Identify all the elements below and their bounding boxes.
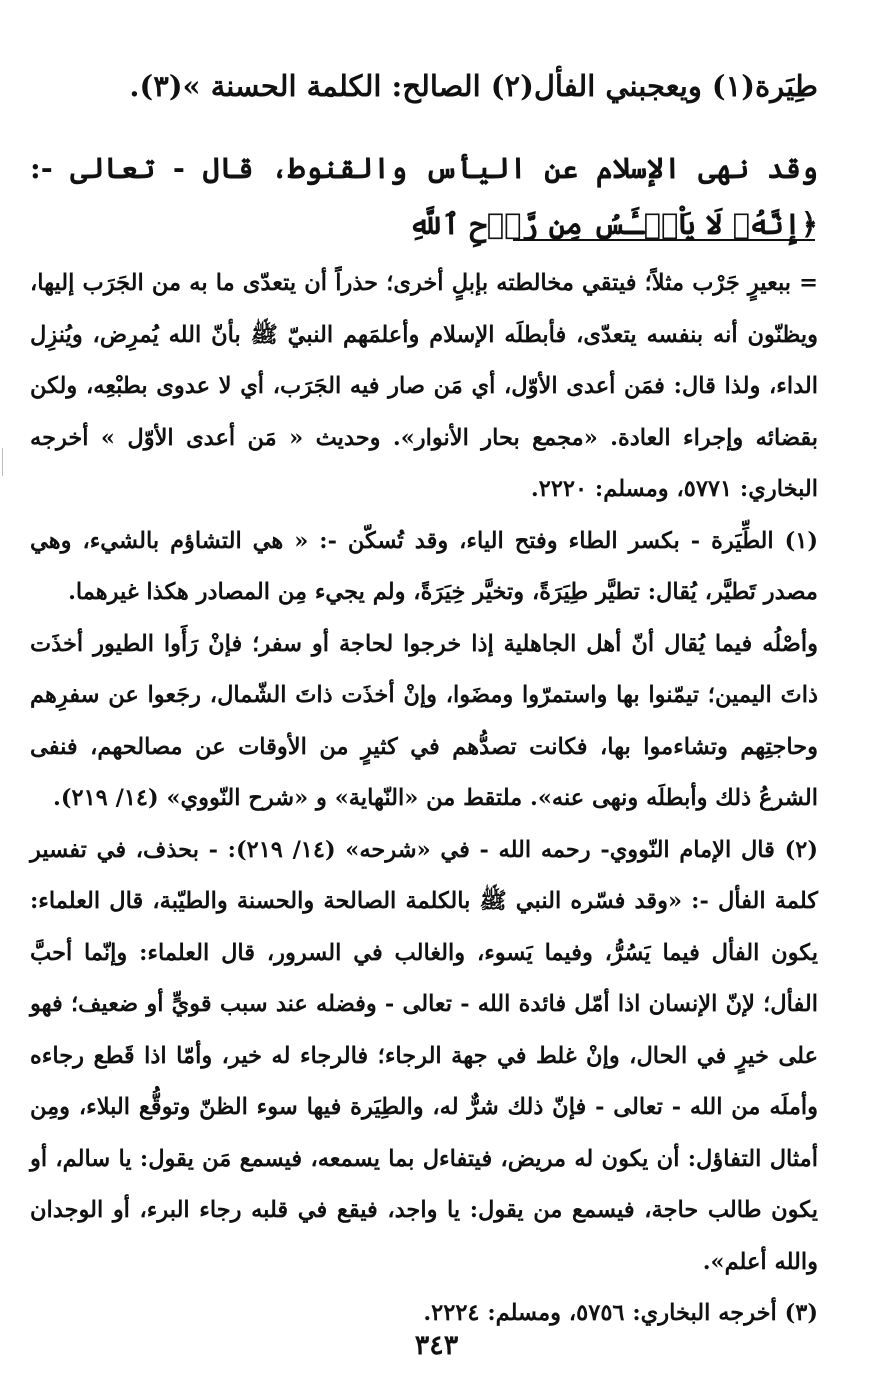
footnote-1-continued: وأصْلُه فيما يُقال أنّ أهل الجاهلية إذا خرجوا لحاجة أو سفر؛ فإنْ رَأَوا الطيور أخذَت ذاتَ اليمين؛ تيمّنوا بها واستمرّوا ومضَوا، وإنْ أخذَت ذاتَ الشّمال، رجَعوا عن سفرِهم وحاجتِهم وتشاءموا بها، فكانت تصدُّهم في كثيرٍ من الأوقات عن مصالحهم، فنفى الشرعُ ذلك وأبطلَه ونهى عنه». ملتقط من «النّهاية» و «شرح النّووي» (١٤/ ٢١٩). (30, 630, 818, 811)
footnote-separator (513, 239, 815, 241)
main-paragraph-2: وقد نهى الإسلام عن اليأس والقنوط، قال - تعالى -: ﴿إِنَّهُۥ لَا يَاْيۡـَٔسُ مِن رَّوۡحِ ٱللَّهِ (30, 151, 818, 241)
footnote-2: (٢) قال الإمام النّووي- رحمه الله - في «شرحه» (١٤/ ٢١٩): - بحذف، في تفسير كلمة الفأل -: «وقد فسّره النبي ﷺ بالكلمة الصالحة والحسنة والطيّبة، قال العلماء: يكون الفأل فيما يَسُرُّ، وفيما يَسوء، والغالب في السرور، قال العلماء: وإنّما أحبَّ الفأل؛ لإنّ الإنسان اذا أمّل فائدة الله - تعالى - وفضله عند سبب قويٍّ أو ضعيف؛ فهو على خيرٍ في الحال، وإنْ غلط في جهة الرجاء؛ فالرجاء له خير، وأمّا اذا قَطع رجاءه وأملَه من الله - تعالى - فإنّ ذلك شرٌّ له، والطِيَرة فيها سوء الظنّ وتوقُّع البلاء، ومِن أمثال التفاؤل: أن يكون له مريض، فيتفاءل بما يسمعه، فيسمع مَن يقول: يا سالم، أو يكون طالب حاجة، فيسمع من يقول: يا واجد، فيقع في قلبه رجاء البرء، أو الوجدان والله أعلم». (30, 836, 818, 1275)
footnote-3: (٣) أخرجه البخاري: ٥٧٥٦، ومسلم: ٢٢٢٤. (423, 1300, 818, 1326)
main-text (30, 58, 818, 278)
page-number: ٣٤٣ (414, 1330, 459, 1361)
main-paragraph-1: طِيَرة(١) ويعجبني الفأل(٢) الصالح: الكلمة الحسنة »(٣). (129, 69, 818, 103)
scan-edge-mark (2, 448, 3, 476)
footnote-1: (١) الطِّيَرة - بكسر الطاء وفتح الياء، وقد تُسكّن -: « هي التشاؤم بالشيء، وهي مصدر تَطيَّر، يُقال: تطيَّر طِيَرَةً، وتخيَّر خِيَرَةً، ولم يجيء مِن المصادر هكذا غيرهما. (30, 527, 818, 605)
footnote-continuation: = ببعيرٍ جَرْب مثلاً؛ فيتقي مخالطته بإبلٍ أخرى؛ حذراً أن يتعدّى ما به من الجَرَب إليها، ويظنّون أنه بنفسه يتعدّى، فأبطلَه الإسلام وأعلمَهم النبيّ ﷺ بأنّ الله يُمرِض، ويُنزِل الداء، ولذا قال: فمَن أعدى الأوّل، أي مَن صار فيه الجَرَب، أي لا عدوى بطبْعِه، ولكن بقضائه وإجراء العادة. «مجمع بحار الأنوار». وحديث « مَن أعدى الأوّل » أخرجه البخاري: ٥٧٧١، ومسلم: ٢٢٢٠. (30, 270, 818, 502)
footnotes (30, 258, 818, 1340)
